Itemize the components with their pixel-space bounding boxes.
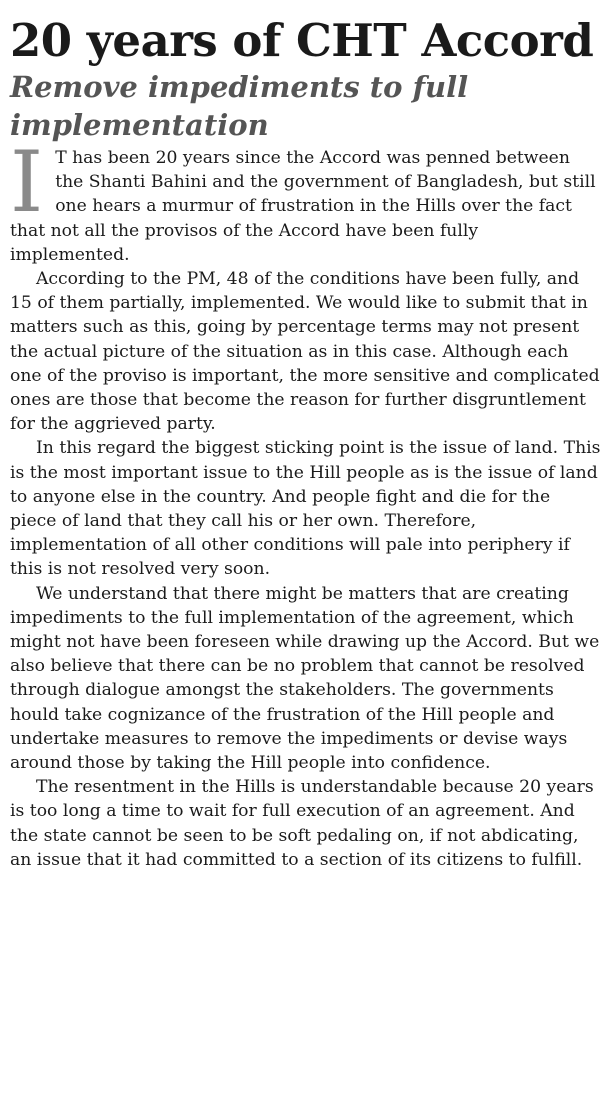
paragraph-4: We understand that there might be matters that are creating impediments to the full implementation of the agreement, which might not have been foreseen while drawing up the Accord. But we also believe that there can be no problem that cannot be resolved through dialogue amongst the stakeholders. The governments hould take cognizance of the frustration of the Hill people and undertake measures to remove the impediments or devise ways around those by taking the Hill people into confidence. — [10, 583, 600, 774]
subheadline: Remove impediments to full implementation — [10, 70, 469, 142]
article-body — [10, 133, 602, 872]
paragraph-2: According to the PM, 48 of the conditions have been fully, and 15 of them partially, implemented. We would like to submit that in matters such as this, going by percentage terms may not present the actual picture of the situation as in this case. Although each one of the proviso is important, the more sensitive and complicated ones are those that become the reason for further disgruntlement for the aggrieved party. — [10, 269, 600, 435]
headline: 20 years of CHT Accord — [10, 14, 594, 67]
paragraph-3: In this regard the biggest sticking point is the issue of land. This is the most important issue to the Hill people as is the issue of land to anyone else in the country. And people fight and die for the piece of land that they call his or her own. Therefore, implementation of all other conditions will pale into periphery if this is not resolved very soon. — [10, 438, 601, 580]
paragraph-1 — [10, 133, 602, 267]
editorial-article — [10, 14, 602, 872]
paragraph-5: The resentment in the Hills is understandable because 20 years is too long a time to wait for full execution of an agreement. And the state cannot be seen to be soft pedaling on, if not abdicating, an issue that it had committed to a section of its citizens to fulfill. — [10, 777, 594, 870]
drop-cap: I — [10, 133, 44, 231]
paragraph-1-text: T has been 20 years since the Accord was penned between the Shanti Bahini and the government of Bangladesh, but still one hears a murmur of frustration in the Hills over the fact that not all the provisos of the Accord have been fully implemented. — [10, 148, 596, 265]
